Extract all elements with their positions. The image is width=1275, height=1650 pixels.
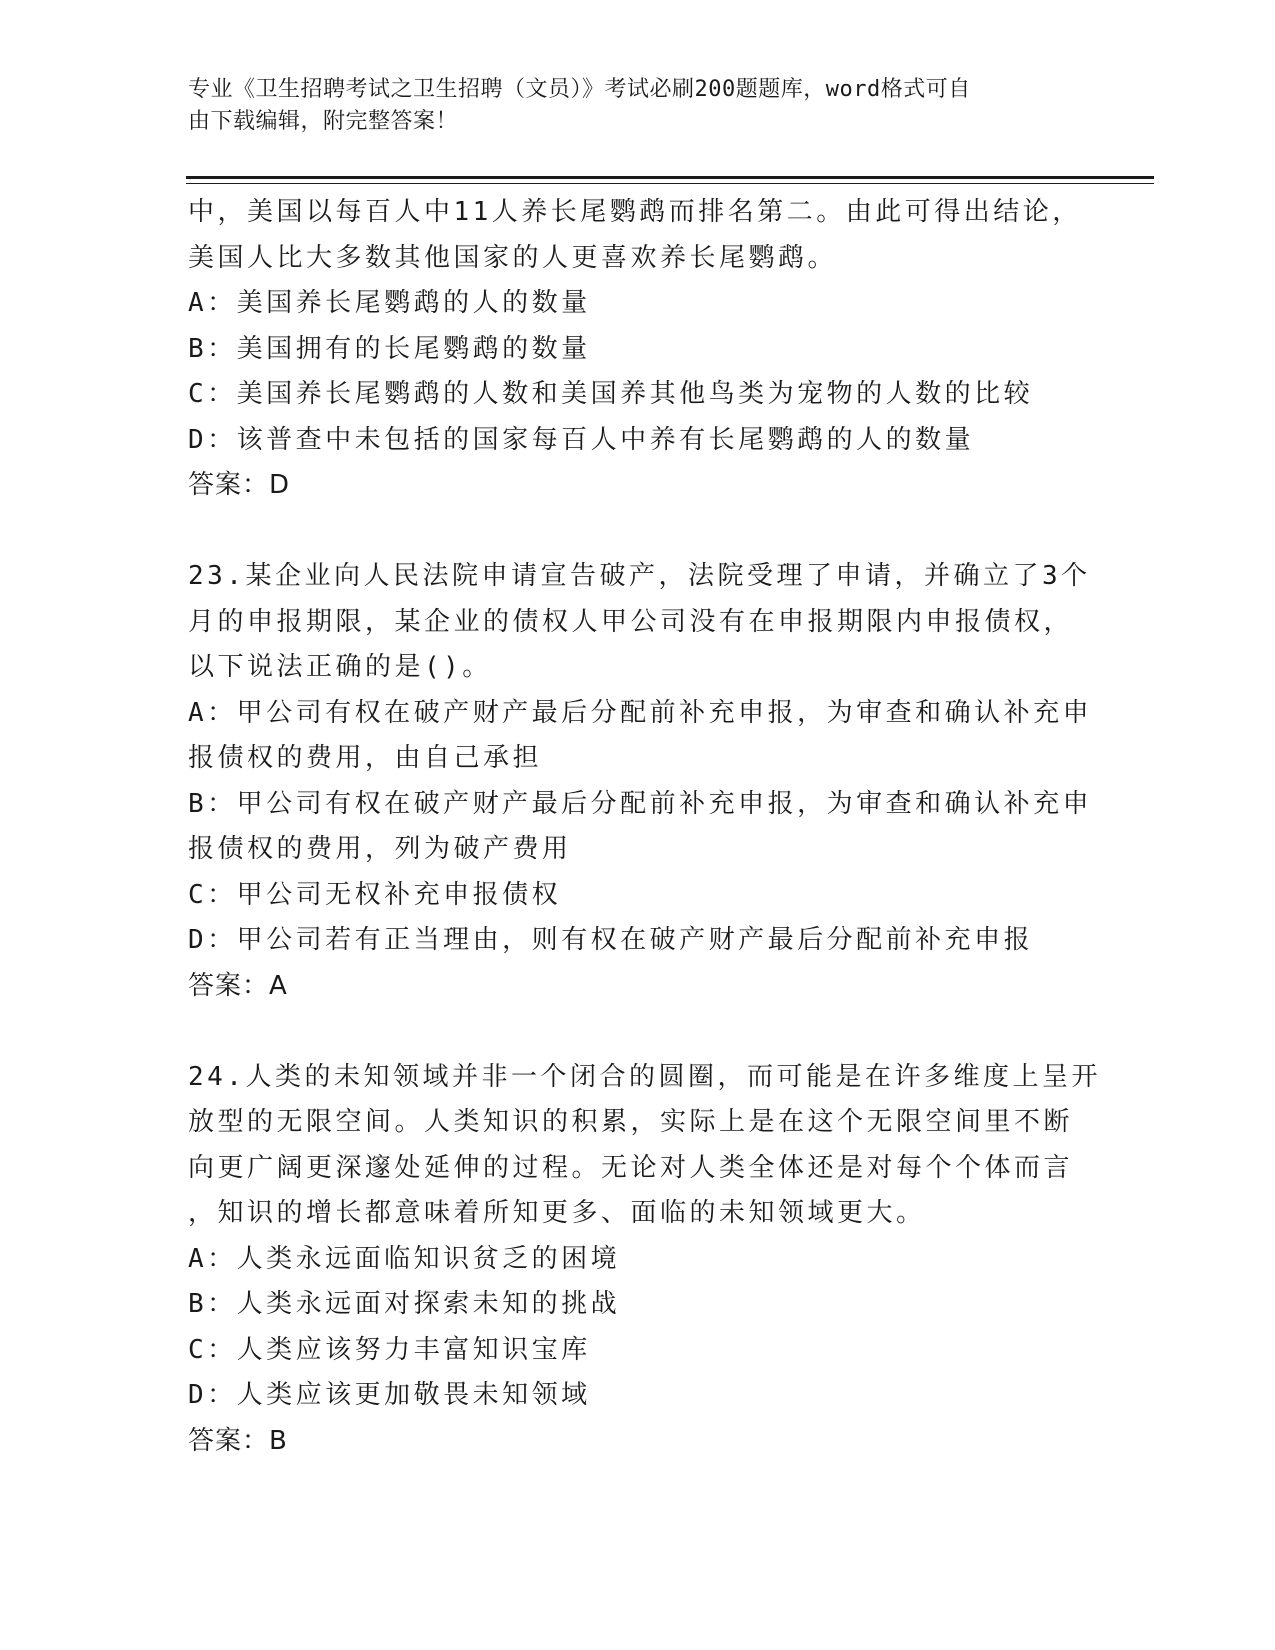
option-c: C：人类应该努力丰富知识宝库 (188, 1334, 591, 1365)
option-b: B：美国拥有的长尾鹦鹉的数量 (188, 333, 591, 364)
option-a: A：人类永远面临知识贫乏的困境 (188, 1243, 621, 1274)
option-a: A：美国养长尾鹦鹉的人的数量 (188, 288, 591, 318)
question-stem-line: 23.某企业向人民法院申请宣告破产，法院受理了申请，并确立了3个 (188, 561, 1091, 591)
question-spacer (188, 509, 1088, 555)
answer-label: 答案：B (188, 1425, 288, 1456)
header-line-1: 专业《卫生招聘考试之卫生招聘（文员）》考试必刷200题题库，word格式可自 (188, 77, 971, 102)
question-stem-line: 向更广阔更深邃处延伸的过程。无论对人类全体还是对每个个体而言 (188, 1152, 1074, 1183)
option-a-continued: 报债权的费用，由自己承担 (188, 743, 543, 773)
document-header (188, 74, 1068, 138)
option-b: B：人类永远面对探索未知的挑战 (188, 1289, 621, 1319)
question-spacer (188, 1009, 1088, 1055)
question-stem-line: ，知识的增长都意味着所知更多、面临的未知领域更大。 (188, 1198, 926, 1228)
option-a: A：甲公司有权在破产财产最后分配前补充申报，为审查和确认补充申 (188, 697, 1093, 728)
header-line-2: 由下载编辑，附完整答案！ (188, 109, 459, 134)
header-divider-thin (186, 183, 1154, 184)
question-stem-line: 月的申报期限，某企业的债权人甲公司没有在申报期限内申报债权， (188, 606, 1074, 637)
question-24 (188, 1055, 1101, 1465)
question-stem-line: 放型的无限空间。人类知识的积累，实际上是在这个无限空间里不断 (188, 1107, 1074, 1137)
option-c: C：甲公司无权补充申报债权 (188, 879, 562, 910)
answer-label: 答案：D (188, 470, 291, 500)
option-d: D：人类应该更加敬畏未知领域 (188, 1380, 591, 1410)
option-b: B：甲公司有权在破产财产最后分配前补充申报，为审查和确认补充申 (188, 788, 1093, 819)
option-b-continued: 报债权的费用，列为破产费用 (188, 834, 572, 864)
option-d: D：该普查中未包括的国家每百人中养有长尾鹦鹉的人的数量 (188, 424, 975, 455)
question-stem-line: 美国人比大多数其他国家的人更喜欢养长尾鹦鹉。 (188, 242, 838, 273)
question-stem-line: 中，美国以每百人中11人养长尾鹦鹉而排名第二。由此可得出结论， (188, 197, 1082, 227)
document-body (188, 190, 1101, 1464)
header-divider-thick (186, 176, 1154, 179)
question-stem-line: 24.人类的未知领域并非一个闭合的圆圈，而可能是在许多维度上呈开 (188, 1061, 1101, 1092)
question-23 (188, 554, 1093, 1009)
option-c: C：美国养长尾鹦鹉的人数和美国养其他鸟类为宠物的人数的比较 (188, 379, 1034, 409)
option-d: D：甲公司若有正当理由，则有权在破产财产最后分配前补充申报 (188, 925, 1034, 955)
question-22 (188, 190, 1088, 509)
answer-label: 答案：A (188, 970, 288, 1001)
question-stem-line: 以下说法正确的是()。 (188, 652, 492, 682)
